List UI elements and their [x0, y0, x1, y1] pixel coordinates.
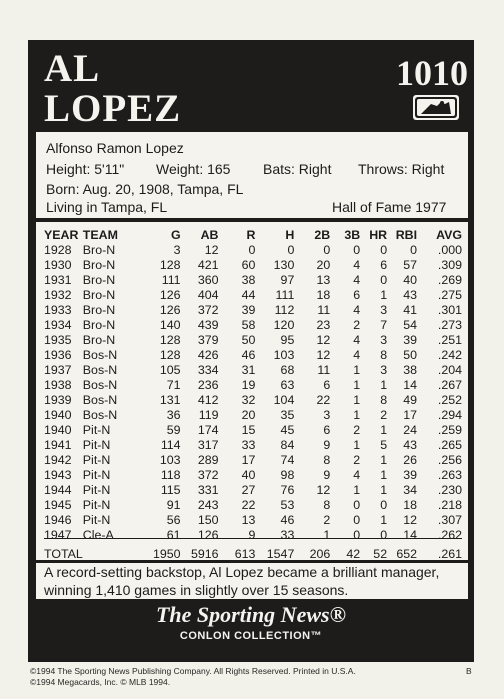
table-row	[44, 348, 462, 363]
table-cell: 8	[380, 348, 388, 362]
table-row	[44, 303, 462, 318]
table-cell: 1943	[44, 468, 72, 482]
table-cell: Bro-N	[82, 243, 116, 257]
table-cell: 12	[316, 348, 331, 362]
table-cell: 40	[403, 273, 418, 287]
table-cell: 0	[287, 243, 295, 257]
table-cell: 128	[159, 258, 181, 272]
throws: Throws: Right	[358, 161, 445, 177]
table-cell: 1	[380, 453, 388, 467]
table-cell: 3	[173, 243, 181, 257]
table-cell: 103	[159, 453, 181, 467]
table-cell: 20	[241, 408, 256, 422]
table-cell: 1930	[44, 258, 72, 272]
table-cell: 140	[159, 318, 181, 332]
table-row	[44, 453, 462, 468]
table-cell: 1	[353, 483, 361, 497]
table-cell: 43	[403, 288, 418, 302]
table-cell: 3	[380, 363, 388, 377]
table-cell: .263	[437, 468, 462, 482]
table-cell: .275	[437, 288, 462, 302]
table-cell: 0	[248, 243, 256, 257]
table-cell: 12	[316, 483, 331, 497]
table-cell: 18	[403, 498, 418, 512]
born: Born: Aug. 20, 1908, Tampa, FL	[46, 181, 244, 197]
header-cell: 2B	[314, 228, 331, 242]
table-cell: 1942	[44, 453, 72, 467]
table-cell: .259	[437, 423, 462, 437]
full-name: Alfonso Ramon Lopez	[46, 140, 184, 156]
table-cell: 1946	[44, 513, 72, 527]
living: Living in Tampa, FL	[46, 199, 168, 215]
table-cell: 1	[380, 423, 388, 437]
table-cell: 14	[403, 378, 418, 392]
table-row	[44, 483, 462, 498]
table-cell: 1	[323, 528, 331, 542]
table-row	[44, 363, 462, 378]
table-cell: Pit-N	[82, 483, 111, 497]
table-cell: 38	[241, 273, 256, 287]
table-cell: 174	[197, 423, 219, 437]
table-cell: 68	[280, 363, 295, 377]
table-cell: 19	[241, 378, 256, 392]
table-cell: 372	[197, 303, 219, 317]
table-row	[44, 468, 462, 483]
table-row	[44, 438, 462, 453]
header-cell: YEAR	[44, 228, 79, 242]
table-cell: 1	[353, 438, 361, 452]
header-cell: H	[285, 228, 295, 242]
table-cell: 98	[280, 468, 295, 482]
table-cell: 372	[197, 468, 219, 482]
table-cell: 23	[316, 318, 331, 332]
table-cell: 3	[323, 408, 331, 422]
table-cell: Pit-N	[82, 513, 111, 527]
table-cell: .265	[437, 438, 462, 452]
table-cell: 49	[403, 393, 418, 407]
table-cell: 27	[241, 483, 256, 497]
table-cell: 6	[353, 288, 361, 302]
table-cell: 6	[323, 423, 331, 437]
table-cell: .273	[437, 318, 462, 332]
table-cell: 6	[323, 378, 331, 392]
table-cell: 111	[275, 288, 295, 302]
table-cell: 50	[241, 333, 256, 347]
table-cell: 1939	[44, 393, 72, 407]
total-cell	[83, 543, 139, 562]
career-stats-table	[44, 228, 462, 562]
table-cell: 44	[241, 288, 256, 302]
sporting-news-logo: The Sporting News®	[155, 602, 347, 627]
table-cell: 317	[197, 438, 219, 452]
header-cell: AVG	[436, 228, 462, 242]
card-number: 1010	[396, 53, 468, 93]
table-cell: Bro-N	[82, 333, 116, 347]
table-cell: 2	[380, 408, 388, 422]
weight: Weight: 165	[156, 161, 231, 177]
table-cell: 8	[380, 393, 388, 407]
total-cell: 5916	[190, 547, 219, 561]
table-cell: Bro-N	[82, 303, 116, 317]
table-cell: 9	[323, 468, 331, 482]
table-cell: 0	[323, 243, 331, 257]
table-cell: 3	[380, 303, 388, 317]
total-cell: 1950	[153, 547, 181, 561]
table-cell: 1933	[44, 303, 72, 317]
table-cell: 1	[353, 408, 361, 422]
table-cell: 126	[159, 303, 181, 317]
table-cell: 150	[197, 513, 219, 527]
table-cell: .256	[437, 453, 462, 467]
table-cell: 12	[403, 513, 418, 527]
bats: Bats: Right	[263, 161, 332, 177]
table-row	[44, 528, 462, 543]
table-cell: 97	[280, 273, 295, 287]
header-cell: R	[246, 228, 256, 242]
table-cell: 128	[159, 348, 181, 362]
table-cell: 0	[380, 498, 388, 512]
table-cell: 63	[280, 378, 295, 392]
table-cell: 412	[197, 393, 219, 407]
table-cell: 4	[353, 258, 361, 272]
table-cell: 34	[403, 483, 418, 497]
total-cell: 206	[309, 547, 331, 561]
table-cell: 17	[403, 408, 418, 422]
player-name	[44, 47, 182, 130]
table-cell: 22	[316, 393, 331, 407]
table-cell: 131	[159, 393, 181, 407]
table-cell: .242	[437, 348, 462, 362]
table-cell: 4	[353, 303, 361, 317]
table-cell: 114	[160, 438, 181, 452]
table-cell: 103	[273, 348, 295, 362]
table-cell: 32	[241, 393, 256, 407]
header-cell: TEAM	[82, 228, 118, 242]
table-cell: 1	[353, 378, 361, 392]
table-cell: 1935	[44, 333, 72, 347]
table-cell: 111	[161, 273, 181, 287]
table-cell: Bro-N	[82, 258, 116, 272]
table-cell: 404	[197, 288, 219, 302]
table-cell: 3	[380, 333, 388, 347]
table-cell: 60	[241, 258, 256, 272]
table-cell: 58	[241, 318, 256, 332]
table-cell: 36	[166, 408, 181, 422]
table-cell: .252	[437, 393, 462, 407]
table-cell: 43	[403, 438, 418, 452]
table-cell: 74	[280, 453, 295, 467]
table-cell: 26	[403, 453, 418, 467]
table-cell: 236	[197, 378, 219, 392]
table-cell: 8	[323, 498, 331, 512]
table-cell: Bos-N	[82, 348, 118, 362]
table-cell: 126	[197, 528, 219, 542]
table-cell: 1941	[44, 438, 72, 452]
stats-panel	[36, 222, 468, 560]
table-cell: 41	[403, 303, 418, 317]
table-cell: 112	[274, 303, 295, 317]
table-cell: 13	[241, 513, 256, 527]
table-cell: .267	[437, 378, 462, 392]
table-cell: 38	[403, 363, 418, 377]
player-last-name: LOPEZ	[44, 87, 182, 130]
table-cell: 95	[280, 333, 295, 347]
table-cell: .269	[437, 273, 462, 287]
table-cell: 50	[403, 348, 418, 362]
table-cell: 14	[403, 528, 418, 542]
table-row	[44, 258, 462, 273]
table-cell: 118	[160, 468, 181, 482]
table-cell: 243	[197, 498, 219, 512]
table-cell: 1934	[44, 318, 72, 332]
conlon-collection: CONLON COLLECTION™	[179, 630, 323, 642]
table-cell: 1	[380, 288, 388, 302]
table-cell: 39	[241, 303, 256, 317]
table-cell: 18	[316, 288, 331, 302]
table-cell: 421	[197, 258, 219, 272]
table-cell: 15	[241, 423, 256, 437]
table-row	[44, 378, 462, 393]
table-cell: 91	[166, 498, 181, 512]
table-cell: .262	[437, 528, 462, 542]
table-cell: 128	[159, 333, 181, 347]
table-cell: 11	[317, 303, 331, 317]
table-cell: 11	[317, 363, 331, 377]
table-cell: Pit-N	[82, 468, 111, 482]
table-cell: 1945	[44, 498, 72, 512]
table-cell: .301	[437, 303, 462, 317]
table-cell: 8	[323, 453, 331, 467]
table-cell: 24	[403, 423, 418, 437]
table-cell: 1928	[44, 243, 72, 257]
table-cell: Pit-N	[82, 453, 111, 467]
total-cell: 52	[373, 547, 388, 561]
total-cell: 42	[346, 547, 361, 561]
table-cell: Pit-N	[82, 423, 111, 437]
career-blurb: A record-setting backstop, Al Lopez became a brilliant manager, winning 1,410 games in slightly over 15 seasons.	[36, 563, 468, 599]
table-cell: Bos-N	[82, 363, 118, 377]
table-cell: 45	[280, 423, 295, 437]
table-cell: 9	[323, 438, 331, 452]
table-cell: 35	[280, 408, 295, 422]
table-cell: 0	[353, 498, 361, 512]
header-cell: G	[170, 228, 181, 242]
table-row	[44, 318, 462, 333]
table-cell: 1	[380, 468, 388, 482]
copyright-text	[30, 666, 356, 688]
table-cell: Bro-N	[82, 273, 116, 287]
table-cell: 120	[273, 318, 295, 332]
table-cell: 59	[166, 423, 181, 437]
table-cell: 331	[197, 483, 219, 497]
table-cell: 130	[273, 258, 295, 272]
copyright-line-2: ©1994 Megacards, Inc. © MLB 1994.	[30, 677, 171, 687]
table-cell: .251	[437, 333, 462, 347]
table-cell: 54	[403, 318, 418, 332]
table-row	[44, 408, 462, 423]
table-cell: 126	[159, 288, 181, 302]
table-cell: 40	[241, 468, 256, 482]
table-cell: 12	[204, 243, 219, 257]
table-cell: 12	[316, 333, 331, 347]
hall-of-fame: Hall of Fame 1977	[332, 199, 447, 215]
table-cell: .309	[437, 258, 462, 272]
table-cell: 1936	[44, 348, 72, 362]
table-cell: 0	[353, 243, 361, 257]
table-cell: 379	[197, 333, 219, 347]
table-cell: .000	[437, 243, 462, 257]
header-cell: AB	[200, 228, 219, 242]
table-cell: 1938	[44, 378, 72, 392]
table-cell: 119	[198, 408, 219, 422]
table-cell: 33	[241, 438, 256, 452]
player-first-name: AL	[44, 47, 101, 90]
header-cell: RBI	[395, 228, 418, 242]
table-cell: .204	[437, 363, 462, 377]
table-cell: 46	[280, 513, 295, 527]
table-cell: 0	[353, 513, 361, 527]
copyright-line-1: ©1994 The Sporting News Publishing Company. All Rights Reserved. Printed in U.S.A.	[30, 666, 356, 676]
table-cell: 360	[197, 273, 219, 287]
table-cell: 76	[280, 483, 295, 497]
table-cell: 1	[353, 393, 361, 407]
table-cell: 31	[241, 363, 256, 377]
table-cell: 6	[380, 258, 388, 272]
table-cell: 439	[197, 318, 219, 332]
table-cell: 2	[353, 318, 361, 332]
table-cell: 1	[380, 378, 388, 392]
table-cell: 71	[166, 378, 181, 392]
table-cell: Bos-N	[82, 378, 118, 392]
height: Height: 5'11"	[46, 161, 125, 177]
table-row	[44, 288, 462, 303]
table-cell: 1932	[44, 288, 72, 302]
mlb-logo-icon	[413, 95, 459, 120]
table-cell: 46	[241, 348, 256, 362]
table-cell: 5	[380, 438, 388, 452]
print-code: B	[466, 666, 472, 676]
table-cell: 7	[380, 318, 388, 332]
table-cell: Bos-N	[82, 408, 118, 422]
table-row	[44, 513, 462, 528]
table-header	[44, 228, 462, 243]
table-cell: 289	[197, 453, 219, 467]
total-divider	[44, 538, 462, 539]
table-cell: 61	[166, 528, 181, 542]
table-cell: 57	[403, 258, 418, 272]
table-cell: 20	[316, 258, 331, 272]
table-cell: 4	[353, 468, 361, 482]
total-cell: 652	[396, 547, 418, 561]
table-cell: 1947	[44, 528, 72, 542]
table-cell: 1	[353, 363, 361, 377]
table-cell: 33	[280, 528, 295, 542]
table-cell: 4	[353, 348, 361, 362]
table-cell: 1	[380, 513, 388, 527]
table-row	[44, 498, 462, 513]
total-cell: 1547	[266, 547, 295, 561]
table-cell: .294	[437, 408, 462, 422]
table-cell: 0	[353, 528, 361, 542]
table-cell: Cle-A	[82, 528, 114, 542]
table-cell: Bro-N	[82, 318, 116, 332]
total-cell: 613	[234, 547, 256, 561]
table-cell: 39	[403, 468, 418, 482]
table-cell: 84	[280, 438, 295, 452]
table-cell: 9	[248, 528, 256, 542]
table-cell: Pit-N	[82, 498, 111, 512]
table-cell: Pit-N	[82, 438, 111, 452]
table-cell: 105	[159, 363, 181, 377]
table-cell: 0	[380, 243, 388, 257]
table-cell: .307	[437, 513, 462, 527]
table-row	[44, 243, 462, 258]
table-row	[44, 333, 462, 348]
table-cell: Bos-N	[82, 393, 118, 407]
table-cell: 1931	[44, 273, 72, 287]
table-cell: 13	[316, 273, 331, 287]
table-cell: Bro-N	[82, 288, 116, 302]
total-cell: TOTAL	[44, 547, 83, 561]
total-cell: .261	[437, 547, 462, 561]
table-cell: 39	[403, 333, 418, 347]
table-cell: 2	[323, 513, 331, 527]
table-cell: 4	[353, 333, 361, 347]
total-row	[44, 543, 462, 562]
table-cell: 334	[197, 363, 219, 377]
table-cell: 53	[280, 498, 295, 512]
table-cell: 1944	[44, 483, 72, 497]
table-row	[44, 393, 462, 408]
table-cell: 1940	[44, 408, 72, 422]
table-row	[44, 423, 462, 438]
bio-panel	[36, 132, 468, 218]
table-cell: 2	[353, 453, 361, 467]
table-cell: 1937	[44, 363, 72, 377]
table-cell: 0	[380, 273, 388, 287]
header-cell: HR	[369, 228, 388, 242]
table-row	[44, 273, 462, 288]
table-cell: 1940	[44, 423, 72, 437]
table-cell: 115	[160, 483, 181, 497]
table-cell: 22	[241, 498, 256, 512]
table-cell: 2	[353, 423, 361, 437]
table-cell: 4	[353, 273, 361, 287]
table-cell: .218	[437, 498, 462, 512]
table-cell: 104	[273, 393, 295, 407]
table-cell: 1	[380, 483, 388, 497]
table-cell: 17	[241, 453, 256, 467]
table-cell: 0	[410, 243, 418, 257]
table-cell: .230	[437, 483, 462, 497]
table-cell: 426	[197, 348, 219, 362]
table-cell: 56	[166, 513, 181, 527]
table-cell: 0	[380, 528, 388, 542]
header-cell: 3B	[344, 228, 361, 242]
